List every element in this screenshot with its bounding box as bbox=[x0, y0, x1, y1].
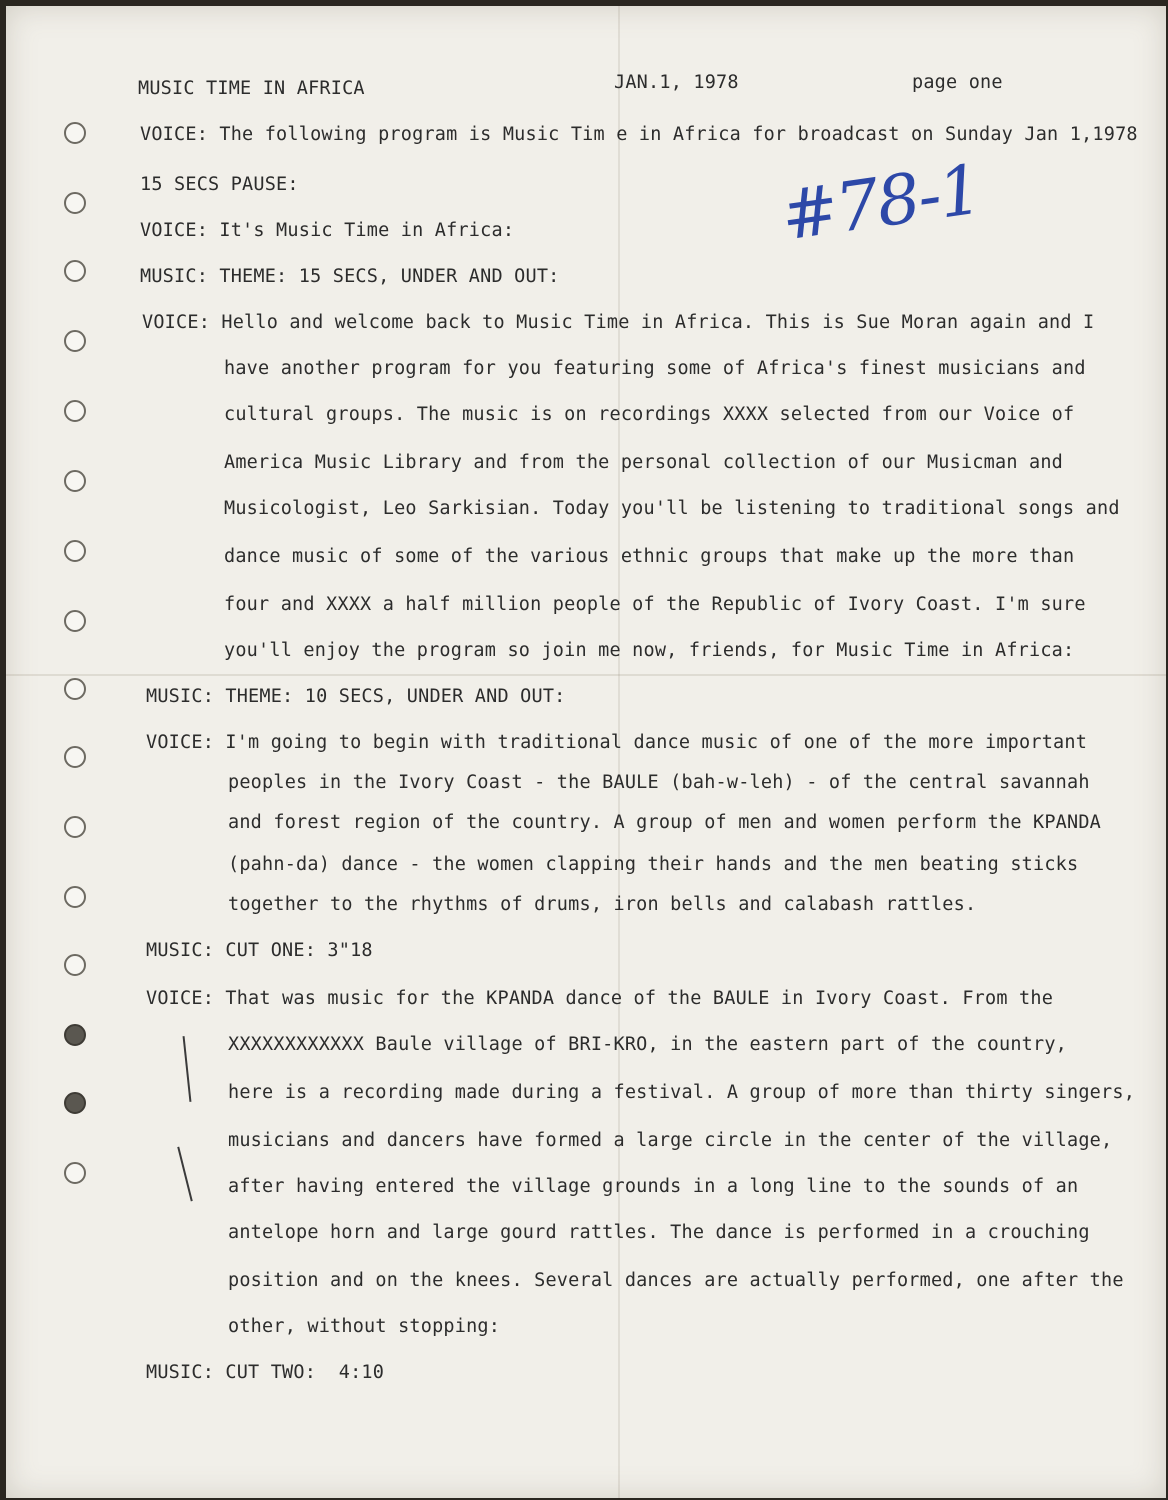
script-line: (pahn-da) dance - the women clapping their hands and the men beating sticks bbox=[228, 854, 1079, 875]
script-line: after having entered the village grounds in a long line to the sounds of an bbox=[228, 1176, 1079, 1197]
script-line: and forest region of the country. A group of men and women perform the KPANDA bbox=[228, 812, 1102, 833]
script-line: 15 SECS PAUSE: bbox=[140, 174, 299, 195]
script-line: MUSIC: THEME: 10 SECS, UNDER AND OUT: bbox=[146, 686, 566, 707]
punch-hole bbox=[64, 470, 86, 492]
document-date: JAN.1, 1978 bbox=[614, 72, 739, 93]
punch-hole bbox=[64, 260, 86, 282]
handwritten-number: #78-1 bbox=[776, 150, 986, 257]
punch-hole bbox=[64, 122, 86, 144]
script-line: dance music of some of the various ethnic groups that make up the more than bbox=[224, 546, 1075, 567]
script-line: have another program for you featuring some of Africa's finest musicians and bbox=[224, 358, 1086, 379]
script-line: MUSIC: CUT ONE: 3"18 bbox=[146, 940, 373, 961]
script-line: other, without stopping: bbox=[228, 1316, 501, 1337]
script-line: VOICE: It's Music Time in Africa: bbox=[140, 220, 515, 241]
script-line: antelope horn and large gourd rattles. The dance is performed in a crouching bbox=[228, 1222, 1090, 1243]
script-line: four and XXXX a half million people of the Republic of Ivory Coast. I'm sure bbox=[224, 594, 1086, 615]
script-line: MUSIC: THEME: 15 SECS, UNDER AND OUT: bbox=[140, 266, 560, 287]
document-page bbox=[6, 6, 1166, 1498]
script-line: VOICE: That was music for the KPANDA dance of the BAULE in Ivory Coast. From the bbox=[146, 988, 1054, 1009]
punch-hole bbox=[64, 746, 86, 768]
punch-hole bbox=[64, 816, 86, 838]
script-line: peoples in the Ivory Coast - the BAULE (bah-w-leh) - of the central savannah bbox=[228, 772, 1090, 793]
punch-hole bbox=[64, 1092, 86, 1114]
page-label: page one bbox=[912, 72, 1003, 93]
script-line: America Music Library and from the personal collection of our Musicman and bbox=[224, 452, 1064, 473]
script-line: MUSIC: CUT TWO: 4:10 bbox=[146, 1362, 385, 1383]
document-title: MUSIC TIME IN AFRICA bbox=[138, 78, 365, 99]
punch-hole bbox=[64, 1162, 86, 1184]
script-line: VOICE: The following program is Music Tim e in Africa for broadcast on Sunday Jan 1,1978 bbox=[140, 124, 1138, 145]
script-line: VOICE: Hello and welcome back to Music Time in Africa. This is Sue Moran again and I bbox=[142, 312, 1095, 333]
punch-hole bbox=[64, 330, 86, 352]
script-line: VOICE: I'm going to begin with traditional dance music of one of the more important bbox=[146, 732, 1088, 753]
punch-hole bbox=[64, 192, 86, 214]
script-line: Musicologist, Leo Sarkisian. Today you'll be listening to traditional songs and bbox=[224, 498, 1120, 519]
script-line: you'll enjoy the program so join me now, friends, for Music Time in Africa: bbox=[224, 640, 1075, 661]
punch-hole bbox=[64, 610, 86, 632]
punch-hole bbox=[64, 400, 86, 422]
punch-hole bbox=[64, 954, 86, 976]
punch-hole bbox=[64, 1024, 86, 1046]
punch-hole bbox=[64, 678, 86, 700]
script-line: position and on the knees. Several dances are actually performed, one after the bbox=[228, 1270, 1124, 1291]
script-line: XXXXXXXXXXXX Baule village of BRI-KRO, in the eastern part of the country, bbox=[228, 1034, 1068, 1055]
script-line: here is a recording made during a festival. A group of more than thirty singers, bbox=[228, 1082, 1136, 1103]
margin-pen-mark bbox=[177, 1147, 192, 1202]
script-line: together to the rhythms of drums, iron bells and calabash rattles. bbox=[228, 894, 977, 915]
script-line: musicians and dancers have formed a large circle in the center of the village, bbox=[228, 1130, 1113, 1151]
punch-hole bbox=[64, 540, 86, 562]
punch-hole bbox=[64, 886, 86, 908]
margin-pen-mark bbox=[183, 1036, 192, 1102]
script-line: cultural groups. The music is on recordings XXXX selected from our Voice of bbox=[224, 404, 1075, 425]
fold-crease bbox=[6, 674, 1166, 676]
